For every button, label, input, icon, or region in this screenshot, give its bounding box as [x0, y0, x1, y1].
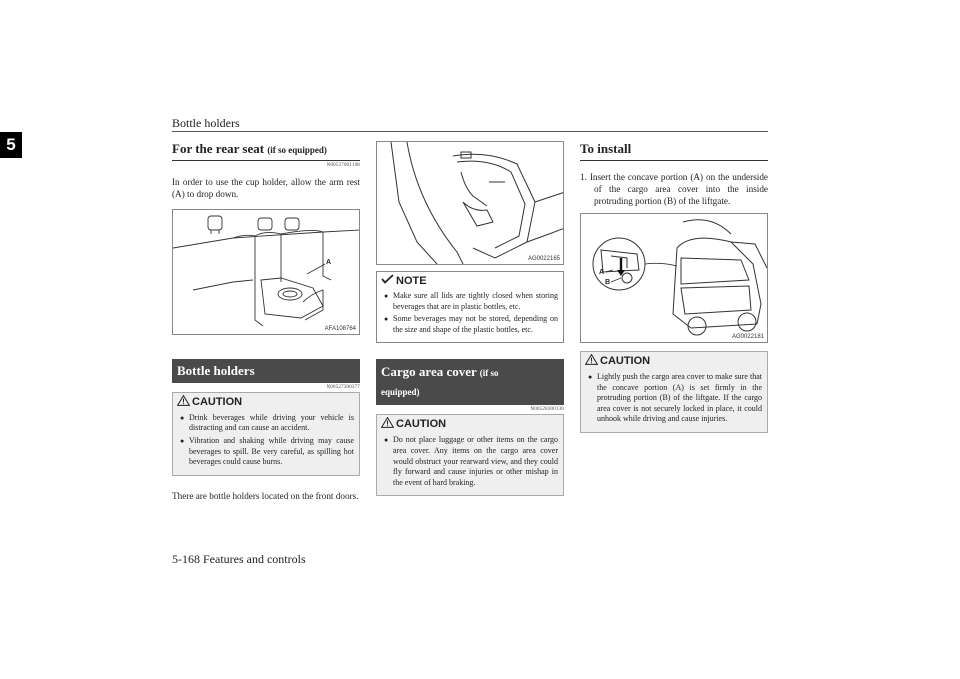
section-heading-rear-seat: [172, 141, 360, 161]
warning-triangle-icon: [585, 354, 598, 368]
warning-triangle-icon: [381, 417, 394, 431]
install-step-1: [580, 171, 768, 207]
caution-box: [376, 414, 564, 496]
pencil-icon: [381, 274, 394, 287]
page-footer: 5-168 Features and controls: [172, 552, 306, 566]
step-text: Insert the concave portion (A) on the underside of the cargo area cover into the inside protruding portion (B) of the liftgate.: [589, 172, 768, 206]
caution-item: ● Do not place luggage or other items on the cargo area cover. Any items on the cargo area cover would obstruct your rearward view, and they could fly forward and cause injuries or other mishap in the event of hard braking.: [393, 435, 558, 488]
caution-label: CAUTION: [192, 395, 243, 408]
figure-rear-seat-cup-holder: [172, 209, 360, 335]
heading-suffix-line2: equipped): [381, 387, 420, 398]
caution-box: [172, 392, 360, 476]
section-heading-cargo-cover: [376, 359, 564, 405]
door-bottle-holder-illustration: [377, 142, 564, 264]
figure-door-bottle-holder: [376, 141, 564, 265]
section-code: N00527300377: [326, 384, 360, 390]
caution-title: [377, 415, 563, 433]
column-1: [172, 141, 360, 502]
caution-box: [580, 351, 768, 433]
figure-code: AFA108764: [324, 325, 356, 332]
callout-a: A: [599, 269, 605, 276]
note-list: [377, 289, 563, 342]
intro-paragraph: In order to use the cup holder, allow the arm rest (A) to drop down.: [172, 177, 360, 200]
figure-cargo-cover-install: [580, 213, 768, 343]
caution-item: ● Vibration and shaking while driving may cause beverages to spill. Be very careful, as spilling hot beverages could cause burns.: [189, 436, 354, 468]
heading-text: Cargo area cover: [381, 364, 477, 380]
warning-triangle-icon: [177, 395, 190, 409]
cargo-cover-illustration: [581, 214, 768, 342]
column-2: [376, 141, 564, 496]
caution-label: CAUTION: [396, 418, 447, 431]
rear-seat-illustration: [173, 210, 360, 334]
page-header-title: Bottle holders: [172, 116, 240, 130]
figure-code: AG0022165: [527, 256, 560, 262]
caution-item: ● Drink beverages while driving your vehicle is distracting and can cause an accident.: [189, 413, 354, 434]
note-title: [377, 272, 563, 289]
caution-title: [581, 352, 767, 370]
section-code: N00537001198: [326, 163, 360, 168]
caution-list: [377, 433, 563, 495]
heading-suffix: (if so equipped): [267, 145, 327, 155]
caution-item: ● Lightly push the cargo area cover to make sure that the concave portion (A) is set firmly in the protruding portion (B) of the liftgate. If the cargo area cover is not securely locked in place, it could unhook while driving and cause injuries.: [597, 372, 762, 425]
section-code: N00528300130: [530, 407, 564, 413]
heading-text: For the rear seat: [172, 141, 265, 156]
heading-suffix: (if so: [479, 368, 499, 379]
figure-code: AG0022181: [731, 334, 764, 340]
caution-list: [581, 370, 767, 432]
section-heading-to-install: To install: [580, 141, 768, 161]
callout-b: B: [605, 279, 611, 286]
caution-title: [173, 393, 359, 411]
caution-list: [173, 411, 359, 475]
section-heading-bottle-holders: Bottle holders: [172, 359, 360, 383]
callout-a: A: [326, 258, 332, 266]
note-box: [376, 271, 564, 343]
caution-label: CAUTION: [600, 355, 651, 367]
outro-paragraph: There are bottle holders located on the front doors.: [172, 490, 359, 501]
chapter-tab: 5: [0, 132, 22, 158]
column-3: [580, 141, 768, 433]
note-label: NOTE: [396, 274, 427, 287]
step-number: 1.: [580, 172, 587, 182]
header-rule: [172, 131, 768, 132]
note-item: ● Make sure all lids are tightly closed when storing beverages that are in plastic bottles, etc.: [393, 291, 558, 312]
note-item: ● Some beverages may not be stored, depending on the size and shape of the plastic bottles, etc.: [393, 314, 558, 335]
